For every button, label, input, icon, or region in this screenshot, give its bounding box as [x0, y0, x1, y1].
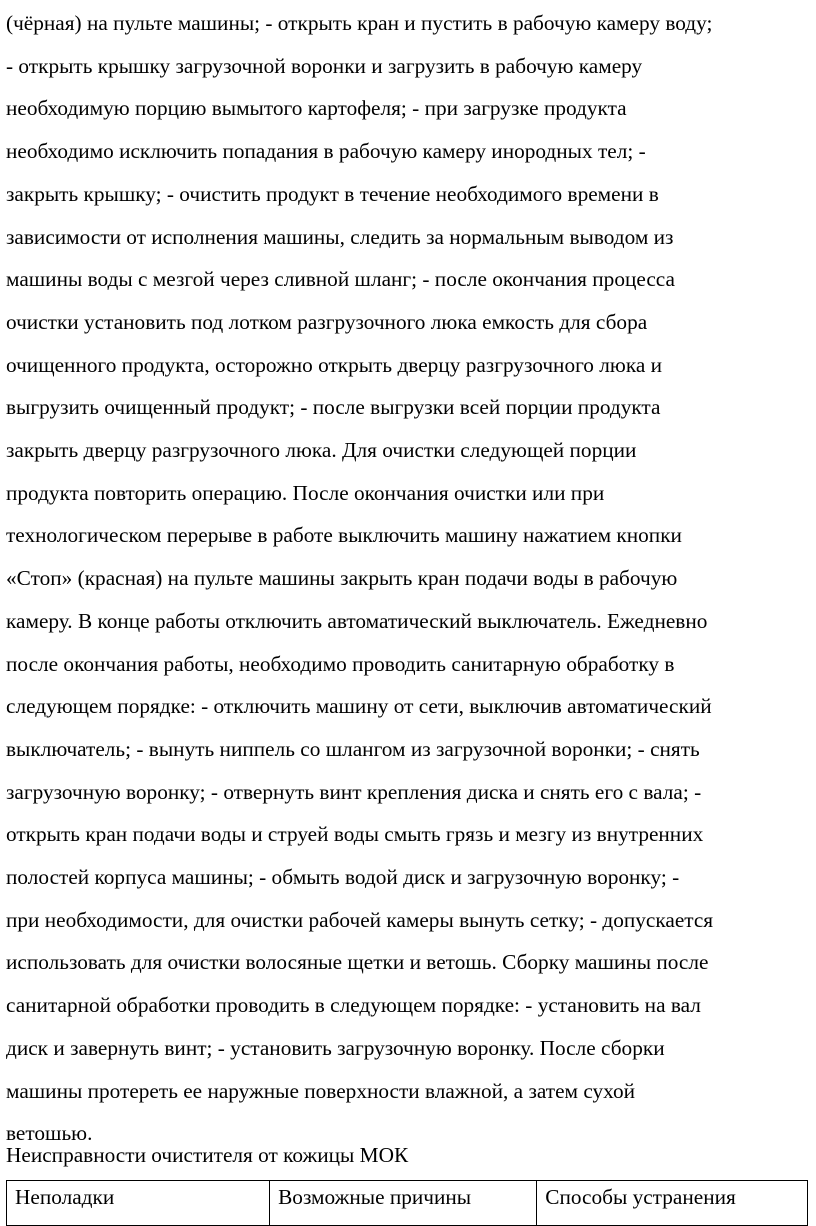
- text-line: полостей корпуса машины; - обмыть водой диск и загрузочную воронку; -: [6, 865, 680, 890]
- text-line: необходимую порцию вымытого картофеля; - при загрузке продукта: [6, 96, 627, 121]
- text-line: использовать для очистки волосяные щетки и ветошь. Сборку машины после: [6, 950, 709, 975]
- text-line: открыть кран подачи воды и струей воды смыть грязь и мезгу из внутренних: [6, 822, 704, 847]
- text-line: после окончания работы, необходимо проводить санитарную обработку в: [6, 651, 675, 676]
- column-header-remedies: Способы устранения: [537, 1181, 808, 1226]
- faults-table: [6, 1180, 808, 1226]
- text-line: - открыть крышку загрузочной воронки и загрузить в рабочую камеру: [6, 53, 643, 78]
- text-line: камеру. В конце работы отключить автоматический выключатель. Ежедневно: [6, 608, 708, 633]
- section-heading: Неисправности очистителя от кожицы МОК: [6, 1143, 409, 1167]
- text-line: «Стоп» (красная) на пульте машины закрыть кран подачи воды в рабочую: [6, 566, 678, 591]
- body-paragraph: [6, 2, 816, 1155]
- column-header-causes: Возможные причины: [270, 1181, 537, 1226]
- text-line: закрыть крышку; - очистить продукт в течение необходимого времени в: [6, 181, 659, 206]
- text-line: очистки установить под лотком разгрузочного люка емкость для сбора: [6, 309, 648, 334]
- text-line: машины воды с мезгой через сливной шланг; - после окончания процесса: [6, 267, 675, 292]
- text-line: (чёрная) на пульте машины; - открыть кран и пустить в рабочую камеру воду;: [6, 11, 713, 35]
- text-line: зависимости от исполнения машины, следить за нормальным выводом из: [6, 224, 674, 249]
- text-line: машины протереть ее наружные поверхности влажной, а затем сухой: [6, 1078, 636, 1103]
- table-header-row: [7, 1181, 808, 1226]
- column-header-faults: Неполадки: [7, 1181, 270, 1226]
- text-line: выгрузить очищенный продукт; - после выгрузки всей порции продукта: [6, 395, 661, 420]
- text-line: очищенного продукта, осторожно открыть дверцу разгрузочного люка и: [6, 352, 663, 377]
- text-line: продукта повторить операцию. После окончания очистки или при: [6, 480, 605, 505]
- text-line: при необходимости, для очистки рабочей камеры вынуть сетку; - допускается: [6, 907, 714, 932]
- text-line: санитарной обработки проводить в следующем порядке: - установить на вал: [6, 993, 701, 1018]
- text-line: выключатель; - вынуть ниппель со шлангом из загрузочной воронки; - снять: [6, 736, 700, 761]
- text-line: следующем порядке: - отключить машину от сети, выключив автоматический: [6, 694, 712, 719]
- text-line: загрузочную воронку; - отвернуть винт крепления диска и снять его с вала; -: [6, 779, 702, 804]
- text-line: закрыть дверцу разгрузочного люка. Для очистки следующей порции: [6, 438, 637, 463]
- text-line: ветошью.: [6, 1121, 93, 1146]
- text-line: необходимо исключить попадания в рабочую камеру инородных тел; -: [6, 139, 646, 164]
- text-line: диск и завернуть винт; - установить загрузочную воронку. После сборки: [6, 1035, 665, 1060]
- text-line: технологическом перерыве в работе выключить машину нажатием кнопки: [6, 523, 682, 548]
